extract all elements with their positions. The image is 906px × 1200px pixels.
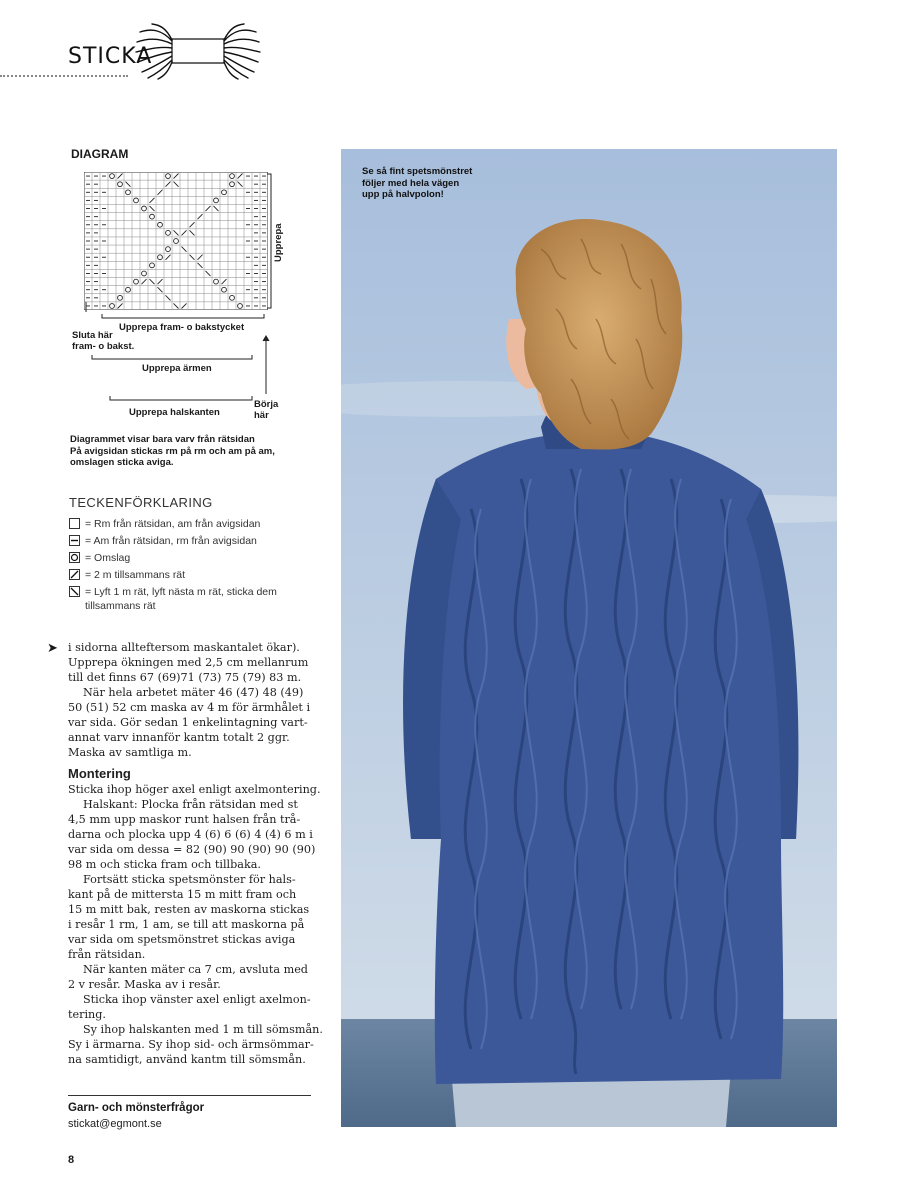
contact-divider — [68, 1095, 311, 1096]
legend — [69, 517, 319, 616]
legend-item: = 2 m tillsammans rät — [69, 568, 319, 582]
backslash-square-icon — [69, 586, 80, 597]
instructions-text: i sidorna allteftersom maskantalet ökar). Upprepa ökningen med 2,5 cm mellanrum till det finns 67 (69)71 (73) 75 (79) 83 m. När hela arbetet mäter 46 (47) 48 (49) 50 (51) 52 cm maska av 4 m för ärmhålet i var sida. Gör sedan 1 enkelintagning vart- annat varv innanför kantm totalt 2 ggr. Maska av samtliga m. Montering Sticka ihop höger axel enligt axelmontering. Halskant: Plocka från rätsidan med st 4,5 mm upp maskor runt halsen från trå- darna och plocka upp 4 (6) 6 (6) 4 (4) 6 m i var sida om dessa = 82 (90) 90 (90) 90 (90) 98 m och sticka fram och tillbaka. Fortsätt sticka spetsmönster för hals- kant på de mittersta 15 m mitt fram och 15 m mitt bak, resten av maskorna stickas i resår 1 rm, 1 am, se till att maskorna på var sida om spetsmönstret stickas aviga från rätsidan. När kanten mäter ca 7 cm, avsluta med 2 v resår. Maska av i resår. Sticka ihop vänster axel enligt axelmon- tering. Sy ihop halskanten med 1 m till sömsmån. Sy i ärmarna. Sy ihop sid- och ärmsömmar- na samtidigt, använd kantm till sömsmån. — [68, 641, 323, 1066]
continuation-arrow-icon: ➤ — [47, 640, 58, 655]
chart-label-repeat-sleeve: Upprepa ärmen — [142, 363, 212, 374]
chart-label-sluta: Sluta här fram- o bakst. — [72, 330, 135, 352]
header-rule — [0, 75, 128, 77]
slash-square-icon — [69, 569, 80, 580]
diagram-title: DIAGRAM — [71, 147, 129, 161]
circle-square-icon — [69, 552, 80, 563]
chart-label-repeat-body: Upprepa fram- o bakstycket — [119, 322, 245, 333]
photo-illustration — [341, 149, 837, 1127]
chart-label-upprepa: Upprepa — [273, 223, 284, 262]
legend-item: = Omslag — [69, 551, 319, 565]
contact-title: Garn- och mönsterfrågor — [68, 1102, 205, 1114]
diagram-note: Diagrammet visar bara varv från rätsidan På avigsidan stickas rm på rm och am på am, omslagen sticka aviga. — [70, 434, 275, 468]
legend-item: = Rm från rätsidan, am från avigsidan — [69, 517, 319, 531]
page-number: 8 — [68, 1154, 75, 1166]
dash-square-icon — [69, 535, 80, 546]
sweater-photo — [341, 149, 837, 1127]
section-title: STICKA — [68, 44, 153, 69]
montering-heading: Montering — [68, 766, 131, 781]
upprepa-bracket — [266, 172, 276, 312]
chart-label-borja: Börja här — [254, 399, 279, 421]
photo-caption: Se så fint spetsmönstret följer med hela vägen upp på halvpolon! — [362, 166, 473, 200]
chart-label-repeat-neck: Upprepa halskanten — [129, 407, 220, 418]
legend-item: = Lyft 1 m rät, lyft nästa m rät, sticka dem tillsammans rät — [69, 585, 319, 613]
knitting-chart — [84, 172, 268, 310]
legend-title: TECKENFÖRKLARING — [69, 495, 213, 510]
empty-square-icon — [69, 518, 80, 529]
legend-item: = Am från rätsidan, rm från avigsidan — [69, 534, 319, 548]
contact-email: stickat@egmont.se — [68, 1118, 162, 1130]
yarn-skein-icon — [134, 22, 266, 80]
